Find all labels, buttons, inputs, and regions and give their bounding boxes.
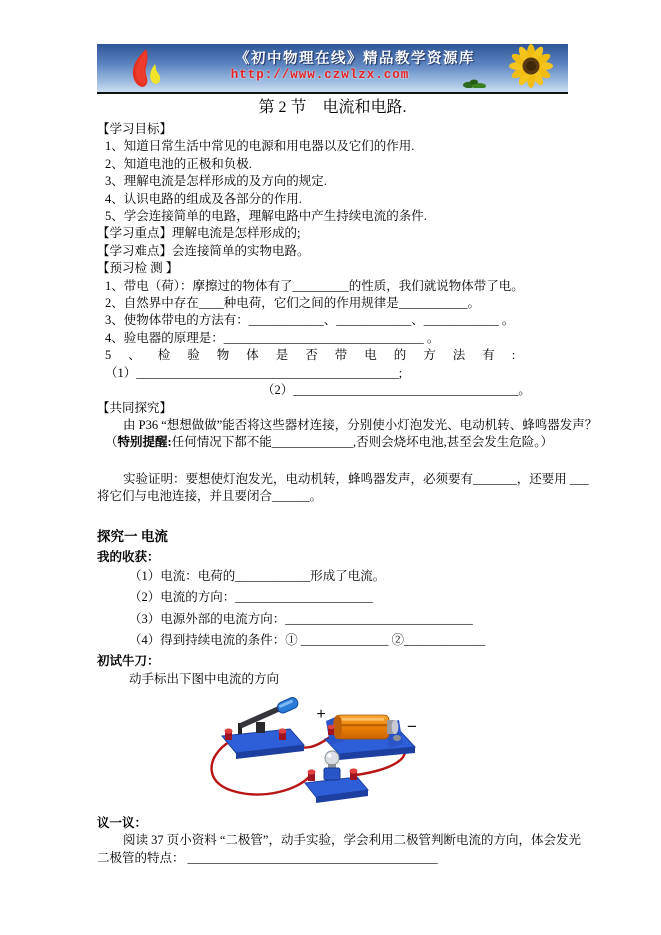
circuit-diagram bbox=[205, 694, 447, 812]
circuit-figure bbox=[205, 694, 447, 812]
bulb-stand bbox=[305, 751, 368, 803]
harvest-item-3: （3）电源外部的电流方向：______________________________ bbox=[129, 611, 473, 626]
explore-header: 【共同探究】 bbox=[97, 400, 173, 415]
header-banner bbox=[97, 44, 568, 94]
battery-holder bbox=[325, 715, 415, 760]
preview-question-4: 4、验电器的原理是：________________________________ 。 bbox=[105, 330, 440, 345]
discuss-line-2: 二极管的特点： ________________________________________ bbox=[97, 850, 438, 865]
explore-reminder bbox=[97, 434, 568, 451]
battery-post-right bbox=[393, 735, 401, 741]
harvest-item-2: （2）电流的方向：______________________ bbox=[129, 590, 373, 605]
battery-post-left bbox=[328, 725, 335, 735]
objectives-header: 【学习目标】 bbox=[97, 122, 173, 136]
switch bbox=[222, 696, 304, 759]
preview-question-1: 1、带电（荷）：摩擦过的物体有了_________的性质，我们就说物体带了电。 bbox=[105, 278, 524, 293]
preview-question-5-blank-1: （1）__________________________________________; bbox=[105, 365, 403, 380]
foliage-icon bbox=[462, 76, 488, 92]
practice-header: 初试牛刀： bbox=[97, 654, 160, 669]
difficult-point-line: 【学习难点】会连接简单的实物电路。 bbox=[97, 243, 310, 258]
practice-instruction: 动手标出下图中电流的方向 bbox=[129, 671, 280, 686]
discuss-line-1: 阅读 37 页小资料 “二极管”，动手实验，学会利用二极管判断电流的方向，体会发光 bbox=[123, 833, 581, 848]
bulb-post-left bbox=[308, 769, 316, 781]
switch-post-right bbox=[279, 728, 287, 740]
plus-label: + bbox=[316, 705, 326, 723]
bulb-post-right bbox=[350, 768, 358, 780]
site-url-link[interactable]: http://www.czwlzx.com bbox=[230, 68, 410, 82]
document-content bbox=[97, 44, 598, 867]
preview-question-5: 5、检验物体是否带电的方法有: bbox=[105, 348, 533, 363]
inquiry-header: 探究一 电流 bbox=[97, 528, 168, 544]
reminder-bold-label: 特别提醒: bbox=[117, 435, 172, 450]
explore-intro: 由 P36 “想想做做”能否将这些器材连接，分别使小灯泡发光、电动机转、蜂鸣器发声？ bbox=[123, 417, 598, 432]
objective-item: 4、认识电路的组成及各部分的作用. bbox=[105, 191, 302, 206]
flame-logo-icon bbox=[125, 47, 167, 91]
reminder-text: 任何情况下都不能_____________,否则会烧坏电池,甚至会发生危险。） bbox=[171, 435, 553, 450]
battery-cell bbox=[333, 715, 398, 739]
preview-question-2: 2、自然界中存在____种电荷，它们之间的作用规律是___________。 bbox=[105, 296, 481, 311]
objective-item: 5、学会连接简单的电路，理解电路中产生持续电流的条件. bbox=[105, 209, 427, 224]
sunflower-icon bbox=[506, 44, 556, 92]
objective-item: 1、知道日常生活中常见的电源和用电器以及它们的作用. bbox=[105, 139, 415, 154]
proof-line-2: 将它们与电池连接，并且要闭合______。 bbox=[97, 489, 323, 504]
key-point-line: 【学习重点】理解电流是怎样形成的; bbox=[97, 226, 301, 241]
preview-question-3: 3、使物体带电的方法有：____________、____________、____________ 。 bbox=[105, 313, 515, 328]
proof-line-1: 实验证明：要想使灯泡发光，电动机转，蜂鸣器发声，必须要有_______，还要用 ___ bbox=[123, 471, 589, 486]
reminder-paren: （ bbox=[105, 435, 118, 450]
preview-question-5-blank-2: （2）____________________________________。 bbox=[262, 383, 531, 398]
bulb bbox=[324, 751, 340, 780]
site-title: 《初中物理在线》精品教学资源库 bbox=[235, 51, 475, 67]
preview-header: 【预习检 测 】 bbox=[97, 261, 179, 276]
harvest-header: 我的收获： bbox=[97, 549, 160, 564]
site-logo bbox=[125, 47, 167, 94]
minus-label: − bbox=[407, 716, 417, 736]
switch-handle bbox=[276, 696, 300, 715]
harvest-item-4: （4）得到持续电流的条件：① ______________ ②_____________ bbox=[129, 632, 486, 647]
discuss-header: 议一议： bbox=[97, 815, 148, 830]
page-title: 第 2 节 电流和电路. bbox=[258, 99, 407, 116]
switch-post-left bbox=[225, 728, 233, 740]
harvest-item-1: （1）电流：电荷的____________形成了电流。 bbox=[129, 568, 386, 583]
objective-item: 2、知道电池的正极和负极. bbox=[105, 156, 252, 171]
objective-item: 3、理解电流是怎样形成的及方向的规定. bbox=[105, 174, 327, 189]
